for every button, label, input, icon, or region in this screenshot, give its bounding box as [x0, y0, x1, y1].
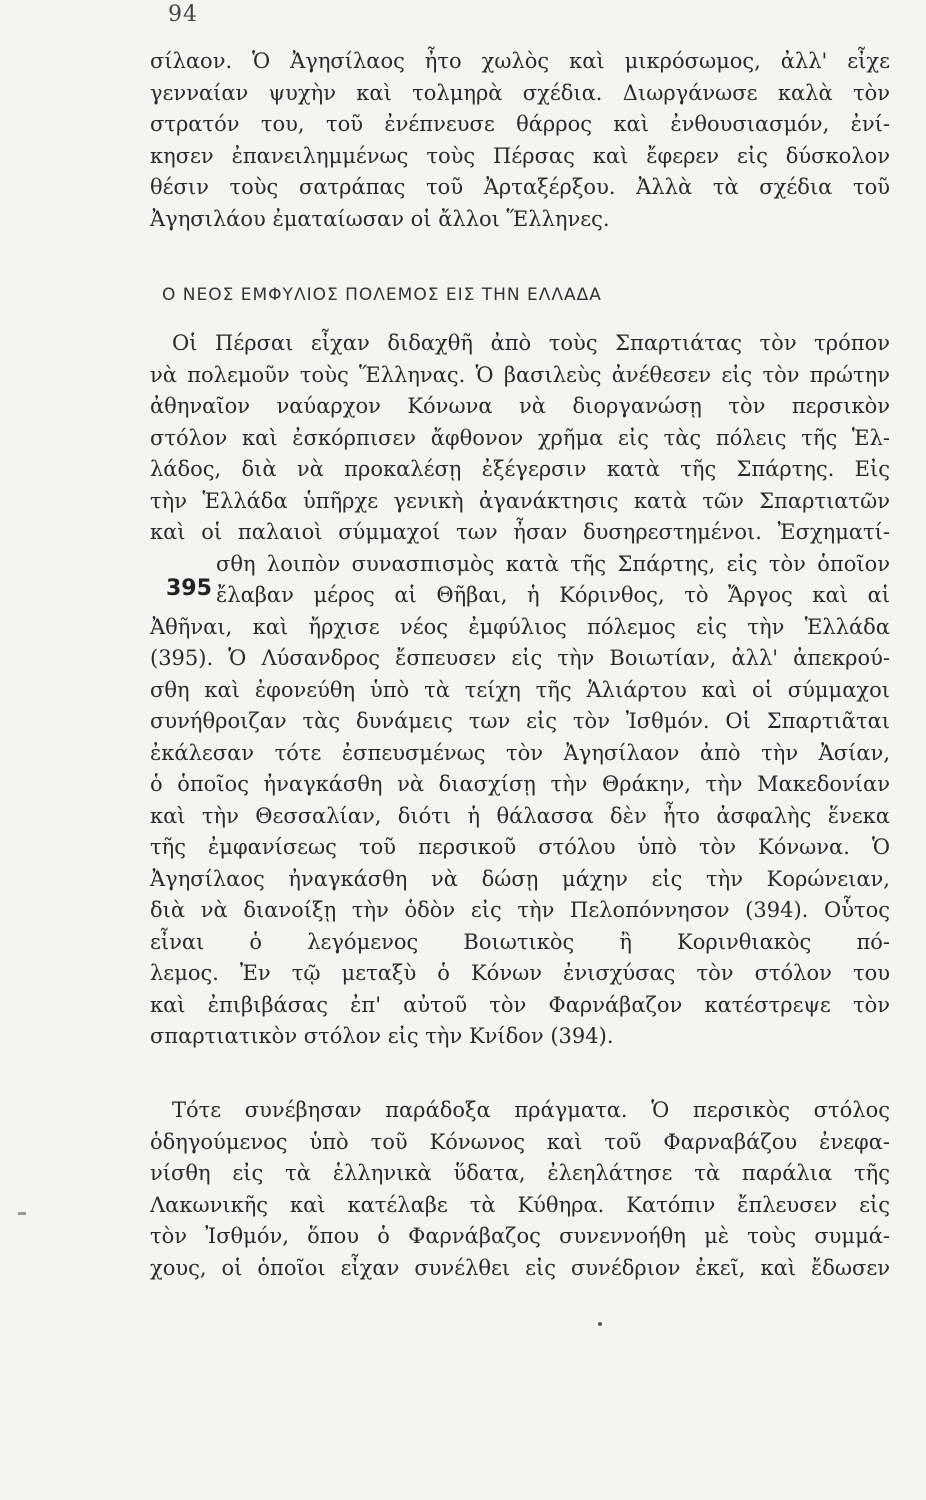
text-line: καὶ οἱ παλαιοὶ σύμμαχοί των ἦσαν δυσηρεστημένοι. Ἐσχηματί- [150, 520, 890, 544]
text-line: Λακωνικῆς καὶ κατέλαβε τὰ Κύθηρα. Κατόπιν ἔπλευσεν εἰς [150, 1192, 890, 1217]
text-line: χους, οἱ ὁποῖοι εἶχαν συνέλθει εἰς συνέδριον ἐκεῖ, καὶ ἔδωσεν [150, 1255, 890, 1280]
text-line: λάδος, διὰ νὰ προκαλέσῃ ἐξέγερσιν κατὰ τῆς Σπάρτης. Εἰς [150, 457, 890, 481]
paragraph-civil-war [150, 328, 890, 1053]
text-line: στόλον καὶ ἐσκόρπισεν ἄφθονον χρῆμα εἰς τὰς πόλεις τῆς Ἑλ- [150, 425, 890, 450]
section-heading: Ο ΝΕΟΣ ΕΜΦΥΛΙΟΣ ΠΟΛΕΜΟΣ ΕΙΣ ΤΗΝ ΕΛΛΑΔΑ [162, 285, 602, 305]
text-line: (395). Ὁ Λύσανδρος ἔσπευσεν εἰς τὴν Βοιωτίαν, ἀλλ' ἀπεκρού- [150, 646, 890, 670]
text-line: εἶναι ὁ λεγόμενος Βοιωτικὸς ἢ Κορινθιακὸς πό- [150, 929, 890, 954]
margin-year-note: 395 [166, 576, 212, 601]
text-line: ἐκάλεσαν τότε ἐσπευσμένως τὸν Ἀγησίλαον ἀπὸ τὴν Ἀσίαν, [150, 740, 890, 765]
text-line: σίλαον. Ὁ Ἀγησίλαος ἦτο χωλὸς καὶ μικρόσωμος, ἀλλ' εἶχε [150, 49, 890, 73]
text-line: τὸν Ἰσθμόν, ὅπου ὁ Φαρνάβαζος συνεννοήθη μὲ τοὺς συμμά- [150, 1224, 890, 1248]
text-line: σθη λοιπὸν συνασπισμὸς κατὰ τῆς Σπάρτης, εἰς τὸν ὁποῖον [216, 551, 890, 576]
page-number: 94 [168, 2, 198, 27]
text-line: συνήθροιζαν τὰς δυνάμεις των εἰς τὸν Ἰσθμόν. Οἱ Σπαρτιᾶται [150, 709, 890, 733]
text-line: στρατόν του, τοῦ ἐνέπνευσε θάρρος καὶ ἐνθουσιασμόν, ἐνί- [150, 112, 890, 136]
text-line: τῆς ἐμφανίσεως τοῦ περσικοῦ στόλου ὑπὸ τὸν Κόνωνα. Ὁ [150, 835, 890, 859]
text-line: ἀθηναῖον ναύαρχον Κόνωνα νὰ διοργανώσῃ τὸν περσικὸν [150, 394, 890, 418]
text-line: Οἱ Πέρσαι εἶχαν διδαχθῆ ἀπὸ τοὺς Σπαρτιάτας τὸν τρόπον [172, 331, 890, 355]
text-line: διὰ νὰ διανοίξῃ τὴν ὁδὸν εἰς τὴν Πελοπόννησον (394). Οὗτος [150, 898, 890, 922]
paragraph-persian-fleet [150, 1095, 890, 1284]
text-line: νὰ πολεμοῦν τοὺς Ἕλληνας. Ὁ βασιλεὺς ἀνέθεσεν εἰς τὸν πρώτην [150, 362, 890, 387]
text-line: λεμος. Ἐν τῷ μεταξὺ ὁ Κόνων ἐνισχύσας τὸν στόλον του [150, 961, 890, 985]
text-line: γενναίαν ψυχὴν καὶ τολμηρὰ σχέδια. Διωργάνωσε καλὰ τὸν [150, 80, 890, 105]
text-line: καὶ ἐπιβιβάσας ἐπ' αὐτοῦ τὸν Φαρνάβαζον κατέστρεψε τὸν [150, 992, 890, 1017]
text-line: κησεν ἐπανειλημμένως τοὺς Πέρσας καὶ ἔφερεν εἰς δύσκολον [150, 143, 890, 168]
text-line: ὁ ὁποῖος ἠναγκάσθη νὰ διασχίσῃ τὴν Θράκην, τὴν Μακεδονίαν [150, 772, 890, 796]
scan-mark [18, 1212, 26, 1215]
text-line: σθη καὶ ἐφονεύθη ὑπὸ τὰ τείχη τῆς Ἁλιάρτου καὶ οἱ σύμμαχοι [150, 677, 890, 702]
text-line: Τότε συνέβησαν παράδοξα πράγματα. Ὁ περσικὸς στόλος [172, 1098, 890, 1122]
paragraph-agesilaus [150, 46, 890, 235]
text-line: σπαρτιατικὸν στόλον εἰς τὴν Κνίδον (394). [150, 1024, 614, 1048]
text-line: Ἀθῆναι, καὶ ἤρχισε νέος ἐμφύλιος πόλεμος εἰς τὴν Ἑλλάδα [150, 614, 890, 639]
text-line: θέσιν τοὺς σατράπας τοῦ Ἀρταξέρξου. Ἀλλὰ τὰ σχέδια τοῦ [150, 175, 890, 199]
text-line: τὴν Ἑλλάδα ὑπῆρχε γενικὴ ἀγανάκτησις κατὰ τῶν Σπαρτιατῶν [150, 488, 890, 513]
ink-dot [598, 1322, 602, 1326]
text-line: νίσθη εἰς τὰ ἑλληνικὰ ὕδατα, ἐλεηλάτησε τὰ παράλια τῆς [150, 1161, 890, 1185]
text-line: ἔλαβαν μέρος αἱ Θῆβαι, ἡ Κόρινθος, τὸ Ἄργος καὶ αἱ [216, 583, 890, 607]
text-line: ὁδηγούμενος ὑπὸ τοῦ Κόνωνος καὶ τοῦ Φαρναβάζου ἐνεφα- [150, 1129, 890, 1154]
text-line: καὶ τὴν Θεσσαλίαν, διότι ἡ θάλασσα δὲν ἦτο ἀσφαλὴς ἕνεκα [150, 803, 890, 828]
text-line: Ἀγησιλάου ἐματαίωσαν οἱ ἄλλοι Ἕλληνες. [150, 206, 610, 231]
text-line: Ἀγησίλαος ἠναγκάσθη νὰ δώσῃ μάχην εἰς τὴν Κορώνειαν, [150, 866, 890, 891]
